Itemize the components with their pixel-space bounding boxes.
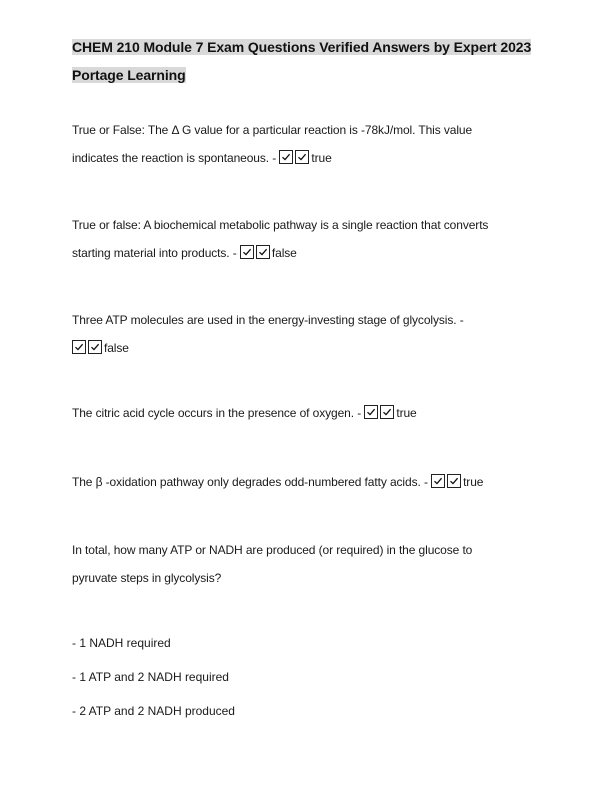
checkbox-check-icon — [279, 150, 293, 164]
question-line: In total, how many ATP or NADH are produced (or required) in the glucose to — [72, 543, 473, 557]
checkbox-check-icon — [380, 405, 394, 419]
document-page — [72, 33, 542, 718]
question-text — [72, 306, 542, 362]
question-line: The citric acid cycle occurs in the presence of oxygen. - — [72, 406, 362, 420]
question-line: True or False: The Δ G value for a particular reaction is -78kJ/mol. This value — [72, 123, 473, 137]
question-line: starting material into products. - — [72, 246, 237, 260]
question-text — [72, 399, 542, 427]
title-line-1: CHEM 210 Module 7 Exam Questions Verified Answers by Expert 2023 — [72, 39, 532, 55]
answer-text: true — [396, 406, 417, 420]
checkbox-check-icon — [88, 340, 102, 354]
question-line: The β -oxidation pathway only degrades odd-numbered fatty acids. - — [72, 475, 428, 489]
question-3 — [72, 306, 542, 362]
answer-text: true — [463, 475, 484, 489]
checkbox-check-icon — [447, 474, 461, 488]
question-line: indicates the reaction is spontaneous. - — [72, 151, 277, 165]
checkbox-check-icon — [431, 474, 445, 488]
question-line: True or false: A biochemical metabolic pathway is a single reaction that converts — [72, 218, 489, 232]
checkbox-check-icon — [256, 245, 270, 259]
option-item: - 2 ATP and 2 NADH produced — [72, 704, 235, 718]
question-2 — [72, 211, 542, 267]
document-title — [72, 33, 542, 89]
question-line: pyruvate steps in glycolysis? — [72, 571, 222, 585]
question-text — [72, 536, 542, 592]
question-text — [72, 468, 542, 496]
question-text — [72, 211, 542, 267]
option-item: - 1 ATP and 2 NADH required — [72, 670, 229, 684]
checkbox-check-icon — [295, 150, 309, 164]
checkbox-check-icon — [72, 340, 86, 354]
answer-text: false — [271, 246, 297, 260]
option-item: - 1 NADH required — [72, 636, 171, 650]
answer-text: false — [104, 341, 129, 355]
checkbox-check-icon — [240, 245, 254, 259]
checkbox-check-icon — [364, 405, 378, 419]
question-text — [72, 116, 542, 172]
question-4 — [72, 399, 542, 427]
question-line: Three ATP molecules are used in the energy-investing stage of glycolysis. - — [72, 313, 464, 327]
question-1 — [72, 116, 542, 172]
question-5 — [72, 468, 542, 496]
question-6 — [72, 536, 542, 592]
answer-text: true — [311, 151, 332, 165]
title-line-2: Portage Learning — [72, 67, 186, 83]
